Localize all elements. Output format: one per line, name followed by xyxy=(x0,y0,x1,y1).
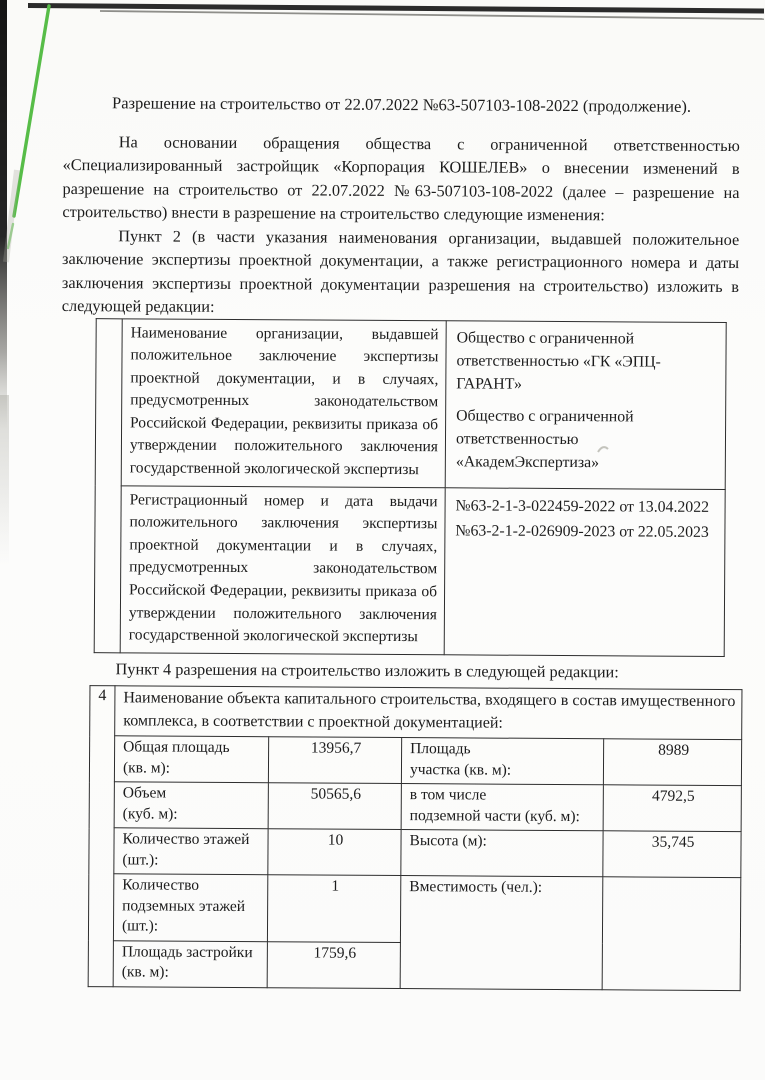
total-area-label: Общая площадь (кв. м): xyxy=(114,736,268,783)
floors-count-value: 10 xyxy=(268,829,401,876)
table-row xyxy=(89,736,741,786)
table-row xyxy=(89,782,741,832)
object-params-table xyxy=(88,685,743,990)
floors-count-label: Количество этажей (шт.): xyxy=(114,828,268,875)
underground-floors-label: Количество подземных этажей (шт.): xyxy=(113,874,267,941)
underground-volume-value: 4792,5 xyxy=(603,785,741,832)
registration-number: №63-2-1-2-026909-2023 от 22.05.2023 xyxy=(455,522,709,541)
expertise-table xyxy=(94,318,727,657)
expertise-org-label-cell: Наименование организации, выдавшей положительное заключение экспертизы проектной документации, и в случаях, предусмотренных законодательством Российской Федерации, реквизиты приказа об утверждении положительного заключения государственной экологической экспертизы xyxy=(121,318,446,487)
table-row xyxy=(90,686,742,740)
registration-number: №63-2-1-3-022459-2022 от 13.04.2022 xyxy=(455,497,710,516)
height-value: 35,745 xyxy=(603,831,741,878)
underground-volume-label: в том числе подземной части (куб. м): xyxy=(401,784,603,831)
page-title: Разрешение на строительство от 22.07.2022 №63-507103-108-2022 (продолжение). xyxy=(112,93,692,116)
height-label: Высота (м): xyxy=(401,830,603,877)
underground-floors-value: 1 xyxy=(267,875,400,942)
table-row xyxy=(95,318,726,489)
capacity-value xyxy=(602,877,741,990)
row-number-cell-empty xyxy=(94,318,122,652)
building-footprint-label: Площадь застройки (кв. м): xyxy=(113,941,267,988)
row-number-cell: 4 xyxy=(88,686,115,987)
registration-number-value-cell xyxy=(444,487,725,656)
plot-area-label: Площадь участка (кв. м): xyxy=(401,738,603,785)
paragraph-basis: На основании обращения общества с ограниченной ответственностью «Специализированный застройщик «Корпорация КОШЕЛЕВ» о внесении изменений в разрешение на строительство от 22.07.2022 №63-507103-108-2022 (далее – разрешение на строительство) внести в разрешение на строительство следующие изменения: xyxy=(62,131,740,225)
table-row xyxy=(89,828,741,878)
building-footprint-value: 1759,6 xyxy=(267,942,400,989)
expertise-org-value-cell xyxy=(445,320,726,489)
volume-value: 50565,6 xyxy=(268,783,401,830)
paragraph-item4: Пункт 4 разрешения на строительство изложить в следующей редакции: xyxy=(115,659,619,682)
plot-area-value: 8989 xyxy=(603,739,741,786)
org-name: Общество с ограниченной ответственностью «ГК «ЭПЦ-ГАРАНТ» xyxy=(456,328,661,393)
object-name-header-cell: Наименование объекта капитального строительства, входящего в состав имущественного комплекса, в соответствии с проектной документацией: xyxy=(115,686,742,740)
total-area-value: 13956,7 xyxy=(268,737,401,784)
registration-number-label-cell: Регистрационный номер и дата выдачи положительного заключения экспертизы проектной документации и в случаях, предусмотренных законодательством Российской Федерации, реквизиты приказа об утверждении положительного заключения государственной экологической экспертизы xyxy=(120,485,445,654)
org-name: Общество с ограниченной ответственностью «АкадемЭкспертиза» xyxy=(455,406,634,471)
paragraph-item2: Пункт 2 (в части указания наименования организации, выдавшей положительное заключение экспертизы проектной документации, а также регистрационного номера и даты заключения экспертизы проектной документации разрешения на строительство) изложить в следующей редакции: xyxy=(61,225,740,316)
table-row xyxy=(88,874,740,944)
table-row xyxy=(94,485,725,656)
capacity-label: Вместимость (чел.): xyxy=(400,876,603,990)
volume-label: Объем (куб. м): xyxy=(114,782,268,829)
